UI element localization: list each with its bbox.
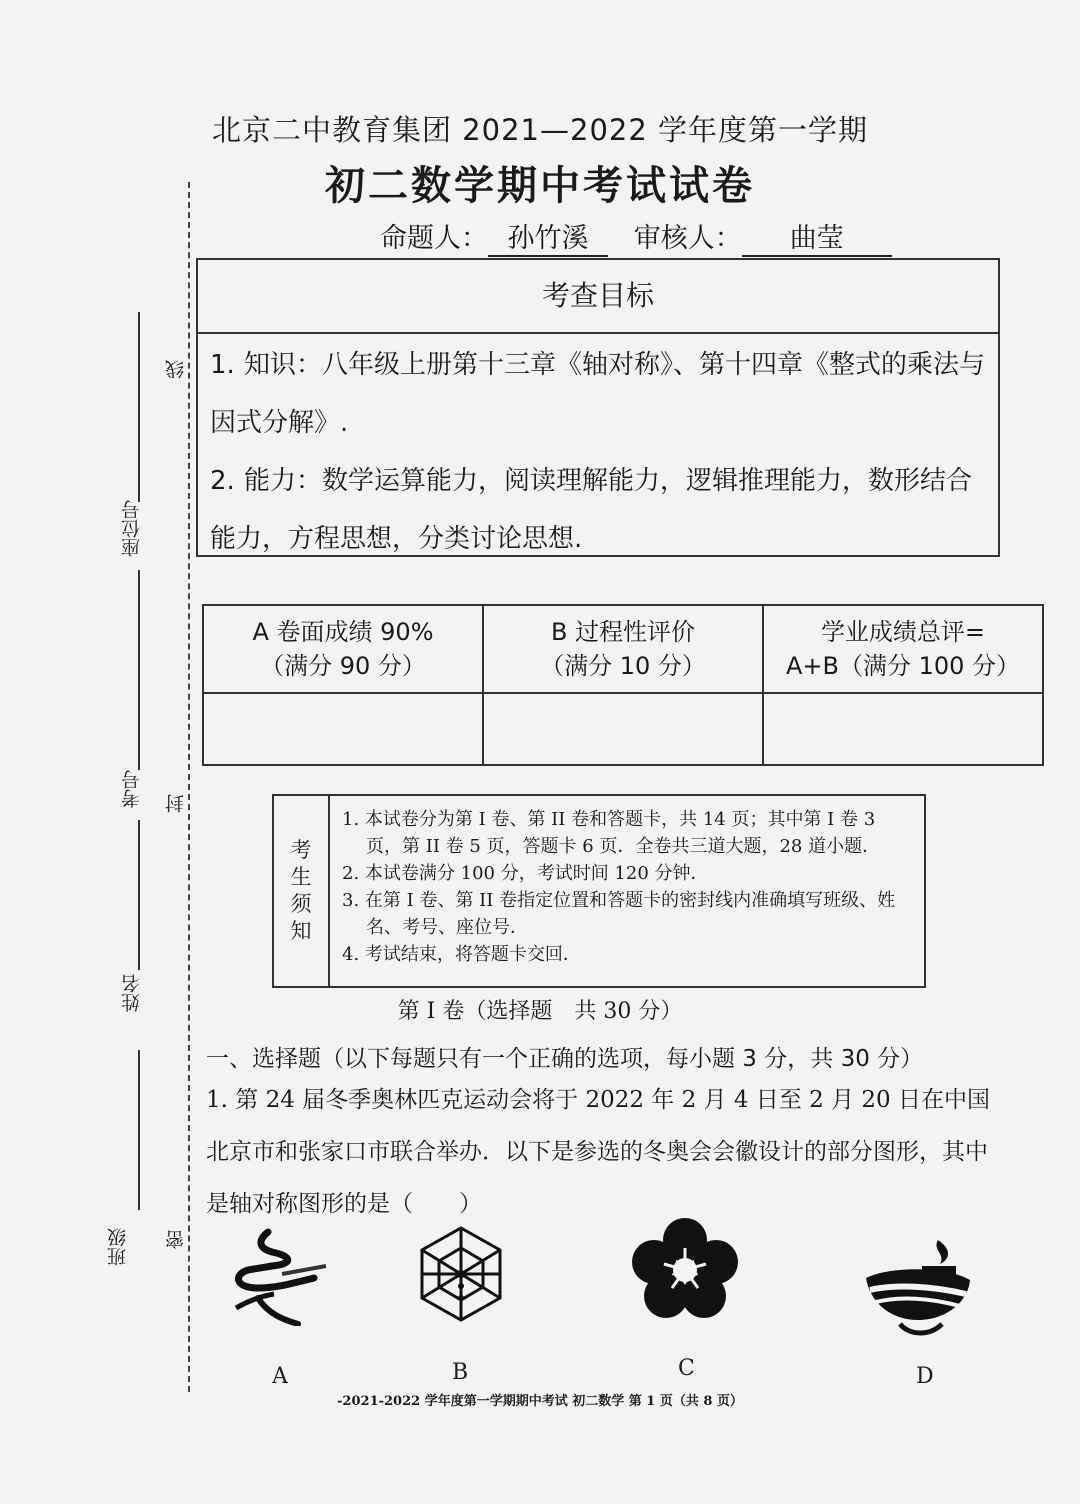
notice-text <box>330 796 924 986</box>
score-table <box>202 604 1044 766</box>
notice-item: 1. 本试卷分为第 I 卷、第 II 卷和答题卡，共 14 页；其中第 I 卷 3 页，第 II 卷 5 页，答题卡 6 页．全卷共三道大题，28 道小题． <box>342 809 881 857</box>
objective-text: 知识：八年级上册第十三章《轴对称》、第十四章《整式的乘法与因式分解》. <box>210 350 986 438</box>
objective-item <box>198 452 998 568</box>
objectives-box <box>196 258 1000 557</box>
class-field-label: 班级 <box>107 1228 129 1266</box>
score-col-a <box>203 605 483 693</box>
option-c-label: C <box>678 1356 695 1381</box>
score-col-a-line1: A 卷面成绩 90% <box>252 618 434 646</box>
binding-seal-mark: 封 <box>165 794 187 813</box>
credits <box>380 216 892 257</box>
option-b-label: B <box>452 1360 469 1385</box>
part-one-heading: 一、选择题（以下每题只有一个正确的选项，每小题 3 分，共 30 分） <box>206 1046 924 1072</box>
notice-item: 3. 在第 I 卷、第 II 卷指定位置和答题卡的密封线内准确填写班级、姓名、考号、座位号． <box>342 890 896 938</box>
option-c-flower-icon <box>632 1218 738 1318</box>
setter-label: 命题人： <box>380 223 488 254</box>
notice-label-char: 生 <box>290 865 312 889</box>
class-field-line[interactable] <box>138 1050 140 1210</box>
score-col-total-line2: A+B（满分 100 分） <box>785 652 1021 680</box>
exam-no-field-label: 考号 <box>121 770 143 808</box>
reviewer-label: 审核人： <box>633 223 742 254</box>
score-col-b <box>483 605 763 693</box>
option-d-torch-icon <box>860 1236 976 1342</box>
seat-field-line[interactable] <box>138 312 140 502</box>
reviewer-name: 曲莹 <box>742 216 892 257</box>
notice-item: 2. 本试卷满分 100 分，考试时间 120 分钟． <box>342 863 709 884</box>
objectives-title: 考查目标 <box>198 260 998 334</box>
question-1: 1. 第 24 届冬季奥林匹克运动会将于 2022 年 2 月 4 日至 2 月 20 日在中国北京市和张家口市联合举办．以下是参选的冬奥会会徽设计的部分图形，其中是轴对称图形的是（ ） <box>206 1087 990 1217</box>
notice-label-char: 知 <box>290 919 312 943</box>
objective-num: 1. <box>210 350 235 380</box>
school-line: 北京二中教育集团 2021—2022 学年度第一学期 <box>211 113 869 147</box>
objective-item <box>198 336 998 452</box>
page-footer: -2021-2022 学年度第一学期期中考试 初二数学 第 1 页（共 8 页） <box>337 1394 743 1409</box>
score-col-b-line2: （满分 10 分） <box>540 652 706 680</box>
exam-notice <box>272 794 926 988</box>
score-col-b-line1: B 过程性评价 <box>550 618 696 646</box>
exam-title: 初二数学期中考试试卷 <box>325 163 755 209</box>
score-cell-a[interactable] <box>203 693 483 765</box>
objective-num: 2. <box>210 466 235 496</box>
notice-item: 4. 考试结束，将答题卡交回． <box>342 944 581 965</box>
option-a-label: A <box>272 1364 288 1389</box>
notice-label-char: 考 <box>290 838 312 862</box>
exam-no-field-line[interactable] <box>138 570 140 770</box>
name-field-label: 姓名 <box>121 974 143 1012</box>
setter-name: 孙竹溪 <box>488 216 608 257</box>
score-cell-b[interactable] <box>483 693 763 765</box>
section-one-title: 第 I 卷（选择题 共 30 分） <box>397 999 683 1024</box>
option-b-snowflake-icon <box>414 1226 508 1322</box>
binding-line-mark: 线 <box>165 360 187 379</box>
notice-label <box>274 796 330 986</box>
binding-secret-mark: 密 <box>165 1230 187 1249</box>
score-col-total <box>763 605 1043 693</box>
option-d-label: D <box>916 1364 934 1389</box>
seat-field-label: 座位号 <box>121 500 143 557</box>
name-field-line[interactable] <box>138 820 140 970</box>
score-col-a-line2: （满分 90 分） <box>260 652 426 680</box>
notice-label-char: 须 <box>290 892 312 916</box>
score-col-total-line1: 学业成绩总评= <box>820 618 986 646</box>
score-cell-total[interactable] <box>763 693 1043 765</box>
option-a-emblem-icon <box>228 1226 336 1326</box>
objective-text: 能力：数学运算能力，阅读理解能力，逻辑推理能力，数形结合能力，方程思想，分类讨论思想. <box>210 466 973 554</box>
